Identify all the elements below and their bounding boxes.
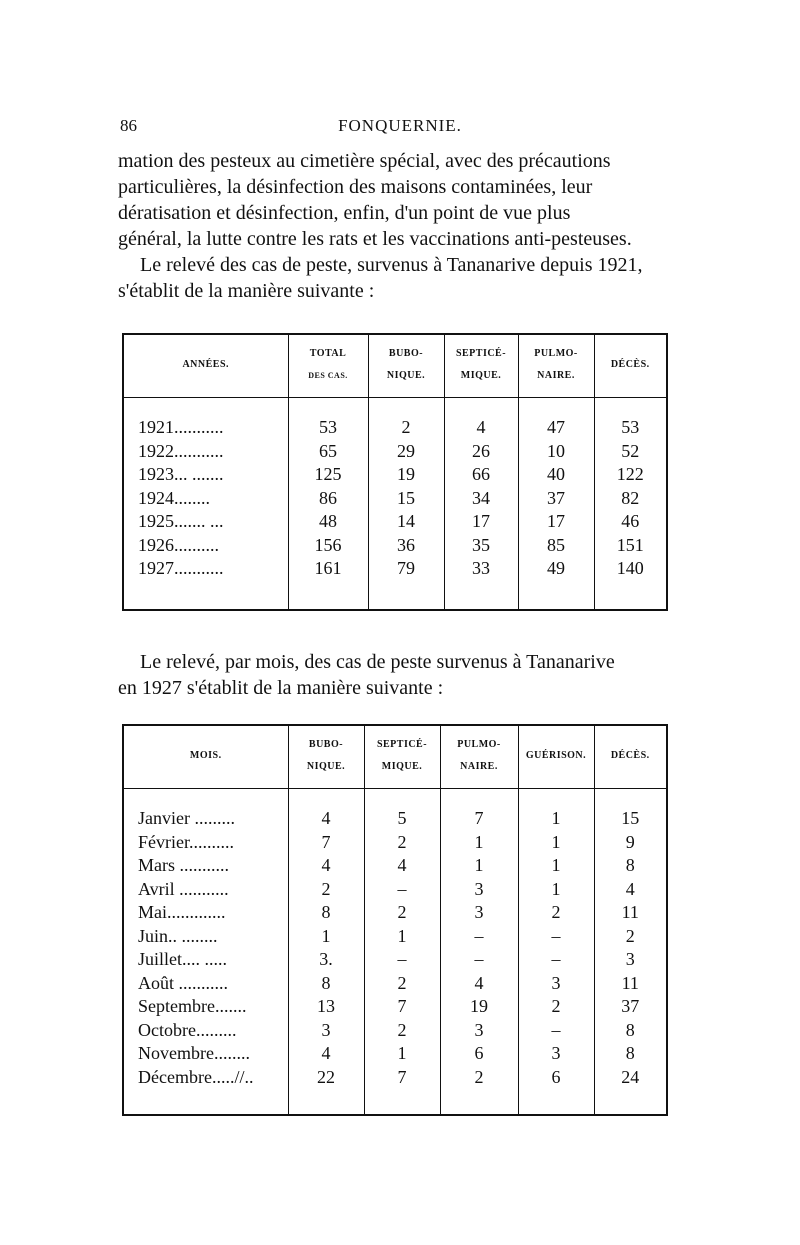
table-cell: 7 xyxy=(364,995,440,1019)
running-title: FONQUERNIE. xyxy=(338,116,462,135)
table-cell: 151 xyxy=(594,534,666,558)
table-cell: 8 xyxy=(288,901,364,925)
row-label: Septembre....... xyxy=(138,996,247,1016)
header-total-cases: TOTAL DES CAS. xyxy=(288,335,368,398)
text-line: en 1927 s'établit de la manière suivante : xyxy=(118,677,444,699)
table-cell: 65 xyxy=(288,440,368,464)
table-row xyxy=(124,557,666,581)
table-cell: 8 xyxy=(594,854,666,878)
table-row xyxy=(124,807,666,831)
table-cell: 3. xyxy=(288,948,364,972)
table-cell: 15 xyxy=(368,487,444,511)
table-cell: 4 xyxy=(440,972,518,996)
table-cell: 5 xyxy=(364,807,440,831)
table-cell: 2 xyxy=(364,831,440,855)
table-cell: 3 xyxy=(288,1019,364,1043)
table-cell: 34 xyxy=(444,487,518,511)
table-cell: 2 xyxy=(518,995,594,1019)
table-cell: 1 xyxy=(440,854,518,878)
table-cell: – xyxy=(518,925,594,949)
row-label: Mai............. xyxy=(138,902,226,922)
table-row xyxy=(124,1042,666,1066)
paragraph-intro xyxy=(118,148,670,304)
table-cell: 1 xyxy=(288,925,364,949)
table-cell: 52 xyxy=(594,440,666,464)
row-label: Octobre......... xyxy=(138,1019,237,1040)
table-cell: 19 xyxy=(440,995,518,1019)
table-cell: 140 xyxy=(594,557,666,581)
table-cell: 161 xyxy=(288,557,368,581)
table-cell: 22 xyxy=(288,1066,364,1090)
table-cell: 33 xyxy=(444,557,518,581)
table-cell: 3 xyxy=(440,901,518,925)
table-cell: 1 xyxy=(518,831,594,855)
text-line: Le relevé, par mois, des cas de peste survenus à Tananarive xyxy=(140,651,615,673)
table-row xyxy=(124,510,666,534)
table-cell: 17 xyxy=(518,510,594,534)
table-cell: 53 xyxy=(288,416,368,440)
row-label: Février.......... xyxy=(138,831,234,852)
text-line: Le relevé des cas de peste, survenus à Tananarive depuis 1921, xyxy=(140,254,643,276)
table-cell: 86 xyxy=(288,487,368,511)
table-cell: – xyxy=(364,878,440,902)
table-cell: – xyxy=(518,1019,594,1043)
table-cell: 4 xyxy=(288,1042,364,1066)
table-cell: 7 xyxy=(364,1066,440,1090)
table-cell: 1 xyxy=(518,878,594,902)
table-cell: 26 xyxy=(444,440,518,464)
table-cell: 47 xyxy=(518,416,594,440)
row-label: Août ........... xyxy=(138,972,228,993)
table-row xyxy=(124,901,666,925)
table-cell: 46 xyxy=(594,510,666,534)
table-cell: 3 xyxy=(594,948,666,972)
text-line: particulières, la désinfection des maisons contaminées, leur xyxy=(118,176,593,198)
table-cell: 1 xyxy=(364,925,440,949)
header-septicemic: SEPTICÉ- MIQUE. xyxy=(444,335,518,398)
row-label: Mars ........... xyxy=(138,855,229,875)
table-cell: 13 xyxy=(288,995,364,1019)
row-label: Novembre........ xyxy=(138,1043,250,1063)
row-label: Juin.. ........ xyxy=(138,925,218,946)
table-cell: 4 xyxy=(288,807,364,831)
table-row xyxy=(124,995,666,1019)
header-pulmonary: PULMO- NAIRE. xyxy=(440,726,518,789)
table-cell: 2 xyxy=(364,1019,440,1043)
row-label: Janvier ......... xyxy=(138,808,235,828)
table-cell: 8 xyxy=(594,1042,666,1066)
row-label: 1921........... xyxy=(138,417,224,437)
table-cell: 8 xyxy=(288,972,364,996)
table-cell: 37 xyxy=(594,995,666,1019)
row-label: 1927........... xyxy=(138,558,224,578)
table-row xyxy=(124,925,666,949)
table-cell: 35 xyxy=(444,534,518,558)
header-recovery: GUÉRISON. xyxy=(518,726,594,789)
table-cell: 82 xyxy=(594,487,666,511)
table-cell: 7 xyxy=(288,831,364,855)
table-cell: 48 xyxy=(288,510,368,534)
text-line: dératisation et désinfection, enfin, d'un point de vue plus xyxy=(118,202,571,224)
plague-cases-by-month-table xyxy=(122,724,668,1116)
table-cell: 2 xyxy=(518,901,594,925)
table-cell: 15 xyxy=(594,807,666,831)
table-cell: 6 xyxy=(518,1066,594,1090)
table-cell: 2 xyxy=(364,972,440,996)
table-row xyxy=(124,854,666,878)
table-cell: 4 xyxy=(288,854,364,878)
table-cell: 11 xyxy=(594,901,666,925)
table-cell: 2 xyxy=(364,901,440,925)
table-cell: 66 xyxy=(444,463,518,487)
table-row xyxy=(124,878,666,902)
page-number: 86 xyxy=(120,116,137,135)
row-label: Avril ........... xyxy=(138,878,229,899)
table-row xyxy=(124,1019,666,1043)
paragraph-monthly xyxy=(118,649,670,701)
table-cell: 1 xyxy=(518,807,594,831)
table-cell: 6 xyxy=(440,1042,518,1066)
table-cell: 125 xyxy=(288,463,368,487)
table-cell: 36 xyxy=(368,534,444,558)
header-bubonic: BUBO- NIQUE. xyxy=(368,335,444,398)
table-cell: – xyxy=(364,948,440,972)
row-label: Juillet.... ..... xyxy=(138,949,227,969)
row-label: Décembre.....//.. xyxy=(138,1066,254,1087)
table-cell: 40 xyxy=(518,463,594,487)
table-cell: 4 xyxy=(594,878,666,902)
table-cell: 8 xyxy=(594,1019,666,1043)
table-cell: 3 xyxy=(518,972,594,996)
table-cell: 79 xyxy=(368,557,444,581)
header-bubonic: BUBO- NIQUE. xyxy=(288,726,364,789)
table-cell: 9 xyxy=(594,831,666,855)
table-cell: 10 xyxy=(518,440,594,464)
table-cell: 3 xyxy=(518,1042,594,1066)
table-cell: 2 xyxy=(594,925,666,949)
table-cell: – xyxy=(440,925,518,949)
row-label: 1926.......... xyxy=(138,534,219,555)
table-cell: – xyxy=(518,948,594,972)
table-cell: 85 xyxy=(518,534,594,558)
header-years: ANNÉES. xyxy=(124,335,288,398)
header-deaths: DÉCÈS. xyxy=(594,726,666,789)
table-cell: 49 xyxy=(518,557,594,581)
table-row xyxy=(124,948,666,972)
table-row xyxy=(124,440,666,464)
table-cell: 4 xyxy=(364,854,440,878)
table-cell: 53 xyxy=(594,416,666,440)
table-cell: 37 xyxy=(518,487,594,511)
plague-cases-by-year-table xyxy=(122,333,668,611)
header-septicemic: SEPTICÉ- MIQUE. xyxy=(364,726,440,789)
table-cell: 122 xyxy=(594,463,666,487)
table-cell: 14 xyxy=(368,510,444,534)
table-cell: 2 xyxy=(368,416,444,440)
row-label: 1925....... ... xyxy=(138,511,224,531)
table-cell: 1 xyxy=(440,831,518,855)
table-cell: 7 xyxy=(440,807,518,831)
table-row xyxy=(124,534,666,558)
table-cell: 3 xyxy=(440,1019,518,1043)
table-cell: 4 xyxy=(444,416,518,440)
table-row xyxy=(124,1066,666,1090)
table-cell: 11 xyxy=(594,972,666,996)
table-row xyxy=(124,487,666,511)
table-cell: 17 xyxy=(444,510,518,534)
header-pulmonary: PULMO- NAIRE. xyxy=(518,335,594,398)
text-line: mation des pesteux au cimetière spécial, avec des précautions xyxy=(118,150,611,172)
table-cell: 1 xyxy=(518,854,594,878)
table-cell: 29 xyxy=(368,440,444,464)
header-deaths: DÉCÈS. xyxy=(594,335,666,398)
table-cell: 24 xyxy=(594,1066,666,1090)
text-line: général, la lutte contre les rats et les vaccinations anti-pesteuses. xyxy=(118,228,632,250)
table-cell: 1 xyxy=(364,1042,440,1066)
header-month: MOIS. xyxy=(124,726,288,789)
table-cell: – xyxy=(440,948,518,972)
table-row xyxy=(124,463,666,487)
table-row xyxy=(124,416,666,440)
table-row xyxy=(124,831,666,855)
table-cell: 3 xyxy=(440,878,518,902)
table-cell: 19 xyxy=(368,463,444,487)
table-cell: 2 xyxy=(440,1066,518,1090)
row-label: 1923... ....... xyxy=(138,464,224,484)
row-label: 1924........ xyxy=(138,487,210,508)
table-cell: 156 xyxy=(288,534,368,558)
table-row xyxy=(124,972,666,996)
row-label: 1922........... xyxy=(138,440,224,461)
text-line: s'établit de la manière suivante : xyxy=(118,280,375,302)
table-cell: 2 xyxy=(288,878,364,902)
